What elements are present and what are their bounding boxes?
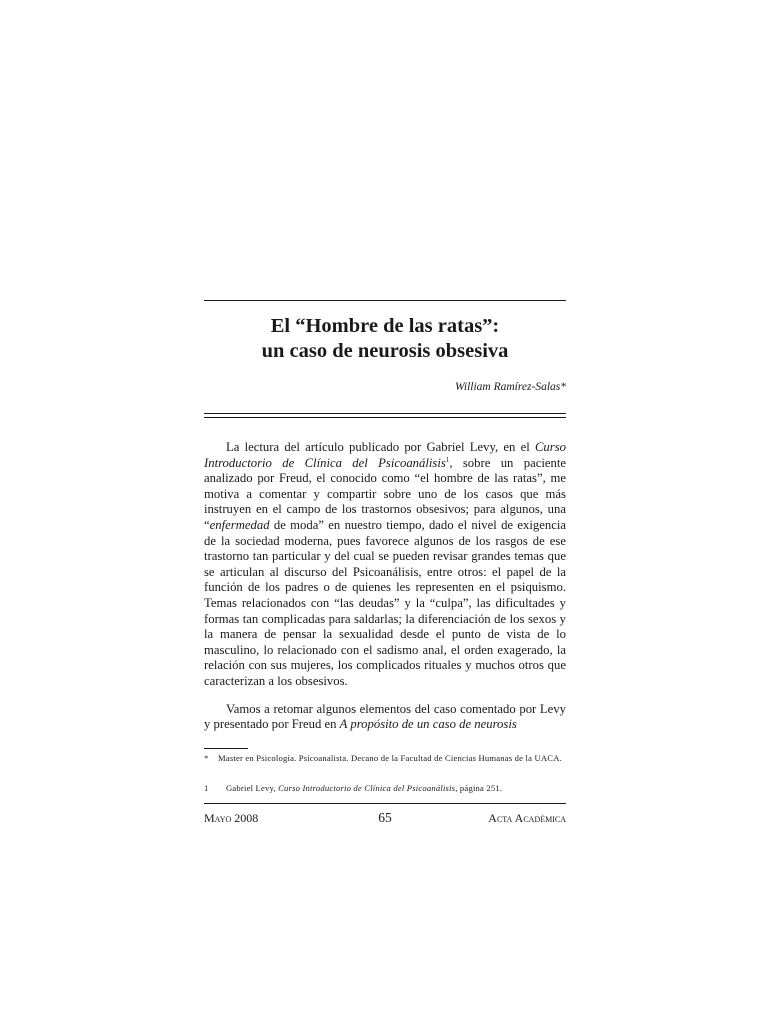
article-body: [204, 440, 566, 733]
italic-text: Curso Introductorio de Clínica del Psicoanálisis: [278, 783, 456, 793]
footnote-mark: 1: [204, 783, 209, 793]
footnote-text: [226, 782, 566, 795]
text-run: Master en Psicología. Psicoanalista. Decano de la Facultad de Ciencias Humanas de la UACA.: [218, 753, 562, 763]
text-run: Gabriel Levy,: [226, 783, 279, 793]
footer-rule: [204, 803, 566, 804]
title-line-2: un caso de neurosis obsesiva: [261, 340, 509, 362]
paragraph: [204, 702, 566, 733]
text-run: de moda” en nuestro tiempo, dado el nivel de exigencia de la sociedad moderna, pues favorece algunos de los rasgos de ese trastorno tan particular y del cual se pueden revisar grandes temas que se articulan al discurso del Psicoanálisis, entre otros: el papel de la función de los padres o de quienes les representen en el psiquismo. Temas relacionados con “las deudas” y la “culpa”, las dificultades y formas tan complicadas para saldarlas; la diferenciación de los sexos y la manera de pensar la sexualidad desde el punto de vista de lo masculino, lo relacionado con el sadismo anal, el orden exagerado, la relación con sus mujeres, los complicados rituales y muchos otros que caracterizan a los obsesivos.: [204, 517, 566, 688]
page-number: 65: [378, 810, 392, 825]
text-run: , página 251.: [455, 783, 503, 793]
top-rule: [204, 300, 566, 301]
footnote-ref: 1: [445, 455, 450, 464]
issue-date: Mayo 2008: [204, 811, 259, 825]
text-run: , sobre un paciente analizado por Freud, el conocido como “el hombre de las ratas”, me motiva a comentar y compartir sobre uno de los casos que más instruyen en el campo de los trastornos obsesivos; para algunos, una “: [204, 455, 566, 532]
journal-name: Acta Académica: [488, 811, 566, 825]
footnote: [204, 782, 566, 795]
double-rule-upper: [204, 413, 566, 414]
author-byline: William Ramírez-Salas*: [454, 381, 566, 393]
paragraph: [204, 440, 566, 690]
page-footer: [204, 811, 566, 829]
article-title: [204, 314, 566, 364]
title-line-1: El “Hombre de las ratas”:: [270, 315, 500, 337]
footnote: [204, 752, 566, 765]
double-rule-lower: [204, 417, 566, 418]
text-run: Vamos a retomar algunos elementos del caso comentado por Levy y presentado por Freud en: [204, 701, 566, 732]
footnote-mark: *: [204, 753, 209, 763]
italic-text: enfermedad: [209, 517, 270, 532]
footnote-separator: [204, 748, 248, 749]
italic-text: A propósito de un caso de neurosis: [339, 717, 517, 732]
text-run: La lectura del artículo publicado por Gabriel Levy, en el: [226, 440, 535, 454]
footnote-text: [218, 752, 566, 765]
document-page: [204, 0, 566, 1024]
italic-text: Curso Introductorio de Clínica del Psicoanálisis: [204, 440, 566, 470]
